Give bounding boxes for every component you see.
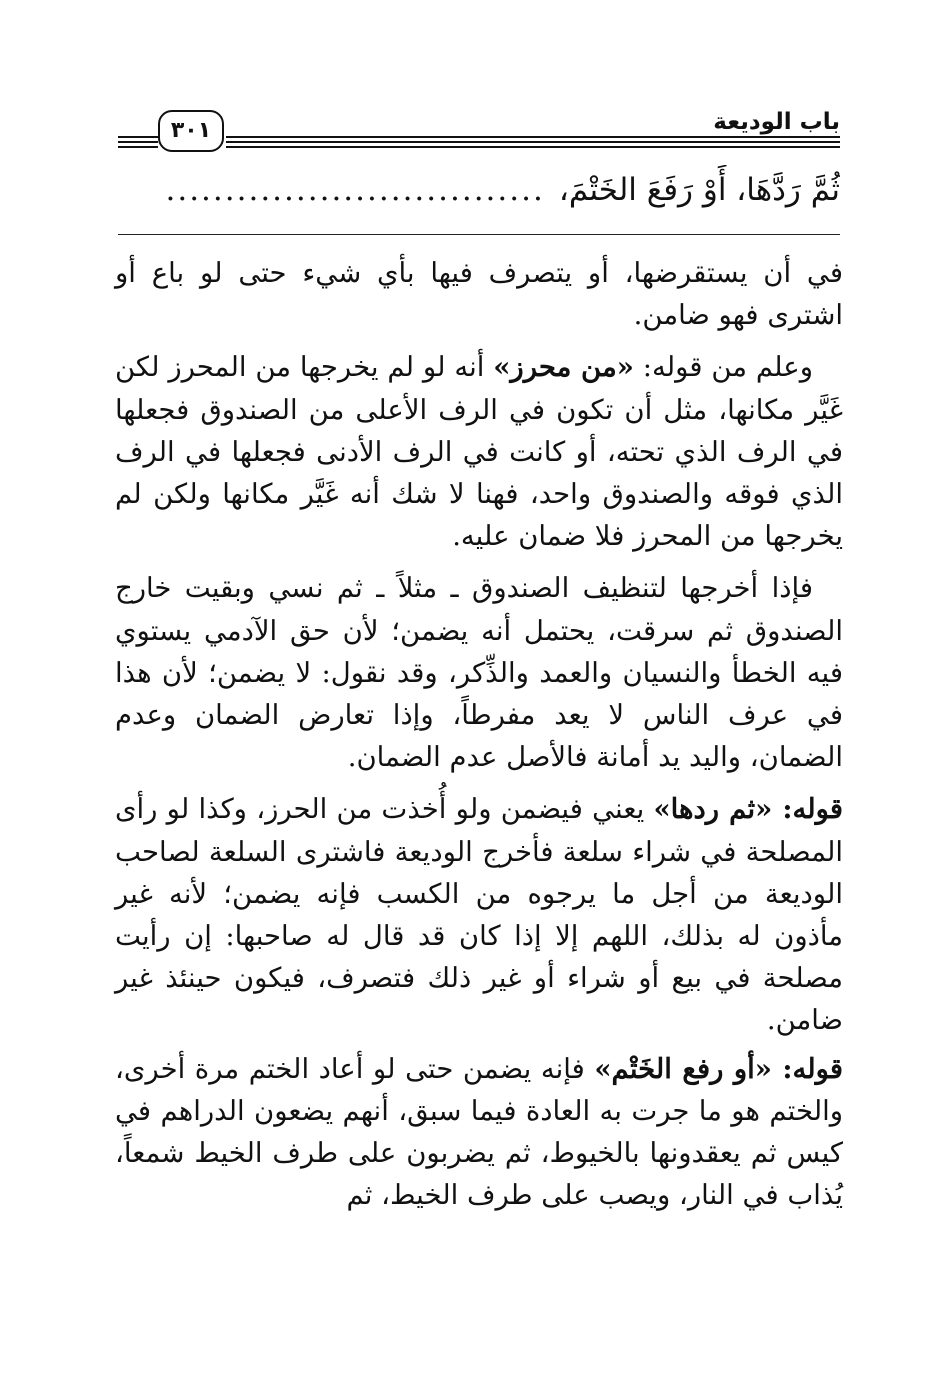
commentary-body — [115, 252, 843, 1226]
paragraph-text: وعلم من قوله: — [633, 351, 813, 384]
paragraph-text: أنه لو لم يخرجها من المحرز لكن غَيَّر مكانها، مثل أن تكون في الرف الأعلى من الصندوق فجعلها في الرف الذي تحته، أو كانت في الرف الأدنى فجعلها في الرف الذي فوقه والصندوق واحد، فهنا لا شك أنه غَيَّر مكانها ولكن لم يخرجها من المحرز فلا ضمان عليه. — [115, 351, 843, 553]
paragraph — [115, 567, 843, 778]
paragraph — [115, 788, 843, 1041]
paragraph-text: في أن يستقرضها، أو يتصرف فيها بأي شيء حتى لو باع أو اشترى فهو ضامن. — [115, 257, 843, 332]
quoted-term: «من محرز» — [493, 351, 634, 384]
matn-divider — [118, 234, 840, 235]
paragraph-text: يعني فيضمن ولو أُخذت من الحرز، وكذا لو رأى المصلحة في شراء سلعة فأخرج الوديعة فاشترى السلعة لصاحب الوديعة من أجل ما يرجوه من الكسب فإنه يضمن؛ لأنه غير مأذون له بذلك، اللهم إلا إذا كان قد قال له صاحبها: إن رأيت مصلحة في بيع أو شراء أو غير ذلك فتصرف، فيكون حينئذ غير ضامن. — [115, 793, 843, 1037]
qawluh-label: قوله: — [771, 1052, 843, 1085]
page-number: ٣٠١ — [158, 110, 224, 152]
paragraph-text: فإذا أخرجها لتنظيف الصندوق ـ مثلاً ـ ثم نسي وبقيت خارج الصندوق ثم سرقت، يحتمل أنه يضمن؛ لأن حق الآدمي يستوي فيه الخطأ والنسيان والعمد والذِّكر، وقد نقول: لا يضمن؛ لأن هذا في عرف الناس لا يعد مفرطاً، وإذا تعارض الضمان وعدم الضمان، واليد يد أمانة فالأصل عدم الضمان. — [115, 572, 843, 774]
quoted-term: «ثم ردها» — [653, 793, 773, 826]
paragraph — [115, 252, 843, 336]
header-rule — [226, 146, 840, 148]
header-rule — [118, 136, 158, 138]
quoted-term: «أو رفع الخَتْم» — [594, 1052, 772, 1085]
matn-text: ثُمَّ رَدَّهَا، أَوْ رَفَعَ الخَتْمَ، — [558, 172, 840, 208]
paragraph — [115, 1048, 843, 1217]
header-rule — [226, 136, 840, 138]
header-rule — [118, 146, 158, 148]
matn-dots: ................................ — [165, 172, 545, 208]
running-header — [118, 96, 840, 158]
header-rule — [226, 141, 840, 143]
qawluh-label: قوله: — [772, 793, 843, 826]
header-rule — [118, 141, 158, 143]
paragraph — [115, 346, 843, 557]
chapter-title: باب الوديعة — [713, 109, 840, 135]
paragraph-text: فإنه يضمن حتى لو أعاد الختم مرة أخرى، والختم هو ما جرت به العادة فيما سبق، أنهم يضعون الدراهم في كيس ثم يعقدونها بالخيوط، ثم يضربون على طرف الخيط شمعاً، يُذاب في النار، ويصب على طرف الخيط، ثم — [115, 1052, 843, 1212]
matn-line — [118, 165, 840, 215]
